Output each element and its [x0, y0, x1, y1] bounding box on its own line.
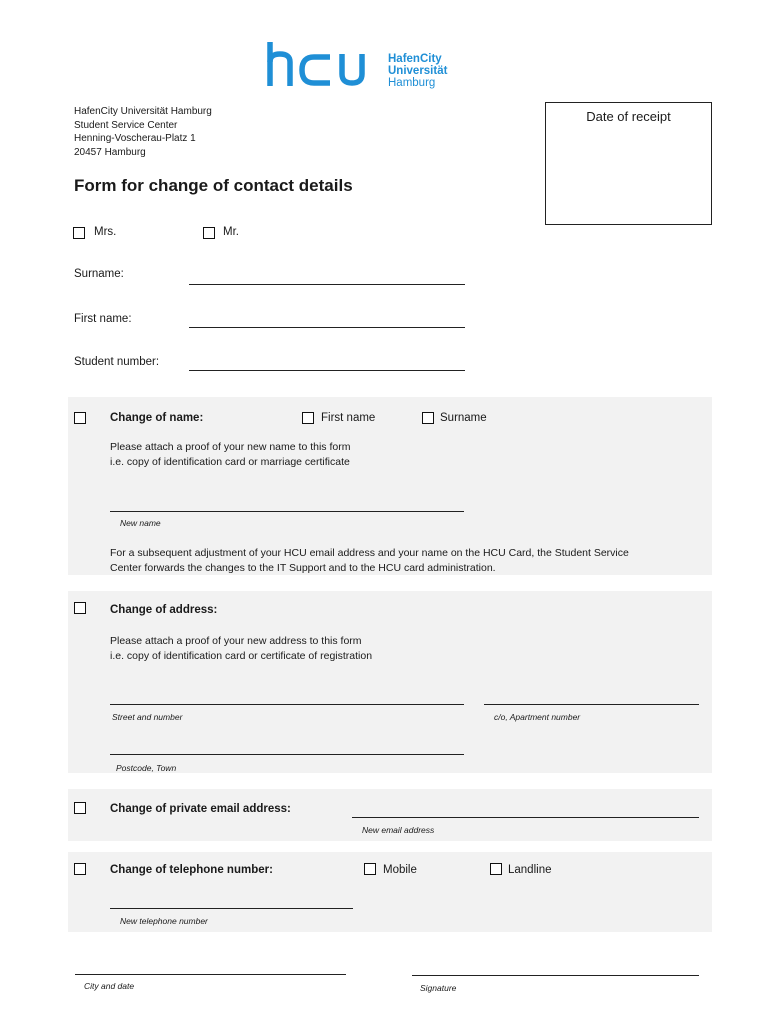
hcu-logo	[264, 40, 376, 90]
phone-change-checkbox[interactable]	[74, 863, 86, 875]
first-name-option-checkbox[interactable]	[302, 412, 314, 424]
first-name-label: First name:	[74, 313, 132, 325]
signature-field[interactable]	[412, 975, 699, 976]
address-line-3: Henning-Voscherau-Platz 1	[74, 133, 196, 144]
mr-label: Mr.	[223, 226, 239, 238]
address-proof-note-line-2: i.e. copy of identification card or certificate of registration	[110, 650, 373, 662]
address-proof-note	[110, 634, 372, 664]
new-phone-caption: New telephone number	[120, 916, 208, 926]
postcode-town-field[interactable]	[110, 754, 464, 755]
address-line-4: 20457 Hamburg	[74, 146, 146, 158]
logo-line-3: Hamburg	[388, 77, 436, 89]
new-name-field[interactable]	[110, 511, 464, 512]
new-email-field[interactable]	[352, 817, 699, 818]
address-change-section	[68, 591, 712, 773]
student-number-field[interactable]	[189, 370, 465, 371]
student-number-label: Student number:	[74, 356, 160, 368]
university-address	[74, 105, 212, 159]
name-proof-note-line-1: Please attach a proof of your new name to this form	[110, 441, 351, 453]
signature-caption: Signature	[420, 983, 457, 993]
street-caption: Street and number	[112, 712, 183, 722]
mr-checkbox[interactable]	[203, 227, 215, 239]
address-proof-note-line-1: Please attach a proof of your new address to this form	[110, 635, 362, 647]
city-date-field[interactable]	[75, 974, 346, 975]
phone-change-title: Change of telephone number:	[110, 864, 273, 876]
mrs-label: Mrs.	[94, 226, 117, 238]
address-line-2: Student Service Center	[74, 119, 178, 131]
date-of-receipt-box	[545, 102, 712, 225]
postcode-town-caption: Postcode, Town	[116, 763, 177, 773]
email-change-title: Change of private email address:	[110, 803, 291, 815]
first-name-field[interactable]	[189, 327, 465, 328]
new-name-caption: New name	[120, 518, 161, 528]
date-of-receipt-label: Date of receipt	[586, 109, 671, 124]
logo-line-2: Universität	[388, 65, 448, 77]
form-title: Form for change of contact details	[74, 176, 353, 195]
name-change-info-line-1: For a subsequent adjustment of your HCU email address and your name on the HCU Card, the Student Service	[110, 547, 629, 559]
address-line-1: HafenCity Universität Hamburg	[74, 106, 212, 117]
co-apartment-caption: c/o, Apartment number	[494, 712, 581, 722]
name-proof-note	[110, 440, 350, 470]
surname-field[interactable]	[189, 284, 465, 285]
name-change-info-line-2: Center forwards the changes to the IT Support and to the HCU card administration.	[110, 562, 496, 574]
name-change-info	[110, 546, 629, 576]
logo-line-1: HafenCity	[388, 53, 442, 65]
new-email-caption: New email address	[362, 825, 435, 835]
name-change-title: Change of name:	[110, 412, 204, 424]
city-date-caption: City and date	[84, 981, 135, 991]
address-change-checkbox[interactable]	[74, 602, 86, 614]
new-phone-field[interactable]	[110, 908, 353, 909]
street-field[interactable]	[110, 704, 464, 705]
logo-wordmark	[388, 53, 447, 89]
surname-label: Surname:	[74, 268, 124, 280]
mrs-checkbox[interactable]	[73, 227, 85, 239]
name-change-checkbox[interactable]	[74, 412, 86, 424]
surname-option-label: Surname	[440, 412, 487, 424]
email-change-checkbox[interactable]	[74, 802, 86, 814]
first-name-option-label: First name	[321, 412, 376, 424]
co-apartment-field[interactable]	[484, 704, 699, 705]
landline-label: Landline	[508, 864, 552, 876]
name-proof-note-line-2: i.e. copy of identification card or marriage certificate	[110, 456, 350, 468]
address-change-title: Change of address:	[110, 604, 218, 616]
mobile-label: Mobile	[383, 864, 417, 876]
landline-checkbox[interactable]	[490, 863, 502, 875]
surname-option-checkbox[interactable]	[422, 412, 434, 424]
mobile-checkbox[interactable]	[364, 863, 376, 875]
